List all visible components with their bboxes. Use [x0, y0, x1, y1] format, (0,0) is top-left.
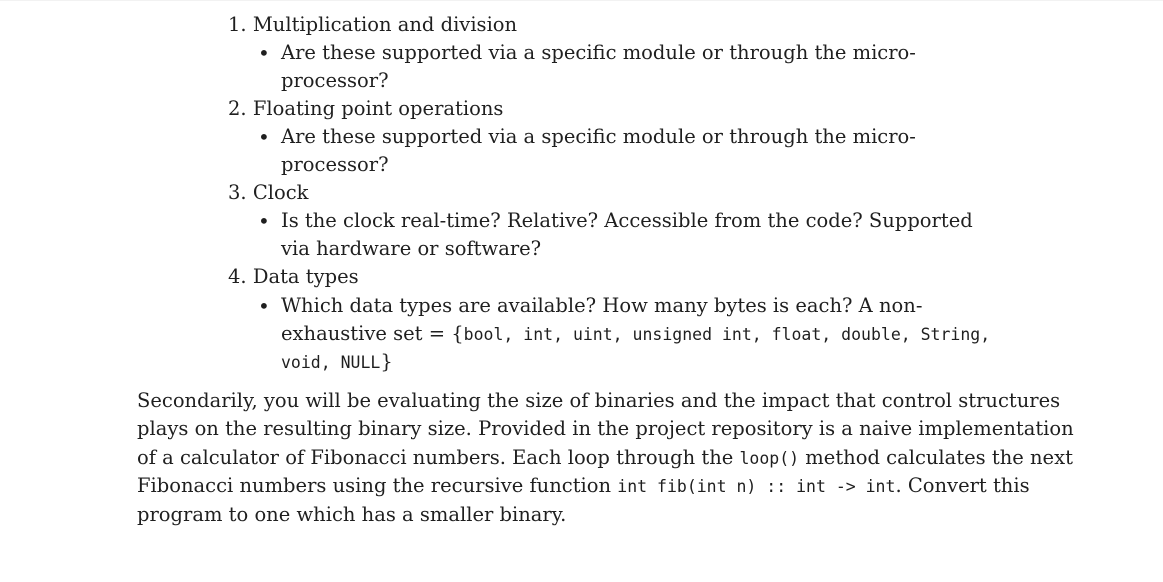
list-title: Clock [252, 181, 309, 204]
paragraph-line-3 [137, 444, 1073, 473]
bullet-icon: • [258, 209, 270, 233]
paragraph-line-2: plays on the resulting binary size. Provided in the project repository is a naive implementation [137, 417, 1074, 440]
list-item-1-heading [228, 11, 517, 39]
list-number: 1. [228, 13, 247, 36]
list-item-2-bullet-line-1: Are these supported via a specific module or through the micro- [281, 125, 916, 148]
page-top-edge [0, 0, 1163, 1]
inline-text: exhaustive set = [281, 322, 452, 345]
brace-close: } [380, 350, 393, 373]
bullet-icon: • [258, 41, 270, 65]
inline-text: method calculates the next [799, 446, 1073, 469]
paragraph-line-1: Secondarily, you will be evaluating the size of binaries and the impact that control structures [137, 389, 1061, 412]
inline-text: . Convert this [895, 474, 1030, 497]
list-number: 2. [228, 97, 247, 120]
bullet-icon: • [258, 294, 270, 318]
list-item-4-heading [228, 263, 359, 291]
list-item-3-bullet-line-1: Is the clock real-time? Relative? Accessible from the code? Supported [281, 209, 973, 232]
list-item-4-bullet-line-2 [281, 320, 990, 349]
list-item-3-heading [228, 179, 308, 207]
list-title: Floating point operations [252, 97, 504, 120]
inline-code: void, NULL [281, 353, 381, 372]
inline-text: Fibonacci numbers using the recursive function [137, 474, 618, 497]
list-item-3-bullet-line-2: via hardware or software? [281, 237, 542, 260]
list-title: Multiplication and division [252, 13, 518, 36]
list-title: Data types [252, 265, 359, 288]
list-number: 3. [228, 181, 247, 204]
inline-text: of a calculator of Fibonacci numbers. Each loop through the [137, 446, 740, 469]
list-item-2-bullet-line-2: processor? [281, 153, 389, 176]
paragraph-line-4 [137, 472, 1030, 501]
list-item-2-heading [228, 95, 503, 123]
list-item-4-bullet-line-1: Which data types are available? How many bytes is each? A non- [281, 294, 923, 317]
brace-open: { [451, 322, 464, 345]
inline-code: loop() [739, 449, 800, 468]
inline-code: int fib(int n) :: int -> int [617, 477, 896, 496]
list-item-1-bullet-line-2: processor? [281, 69, 389, 92]
paragraph-line-5: program to one which has a smaller binary. [137, 503, 567, 526]
bullet-icon: • [258, 125, 270, 149]
list-item-1-bullet-line-1: Are these supported via a specific module or through the micro- [281, 41, 916, 64]
inline-code: bool, int, uint, unsigned int, float, double, String, [463, 325, 991, 344]
list-number: 4. [228, 265, 247, 288]
list-item-4-bullet-line-3 [281, 348, 393, 377]
